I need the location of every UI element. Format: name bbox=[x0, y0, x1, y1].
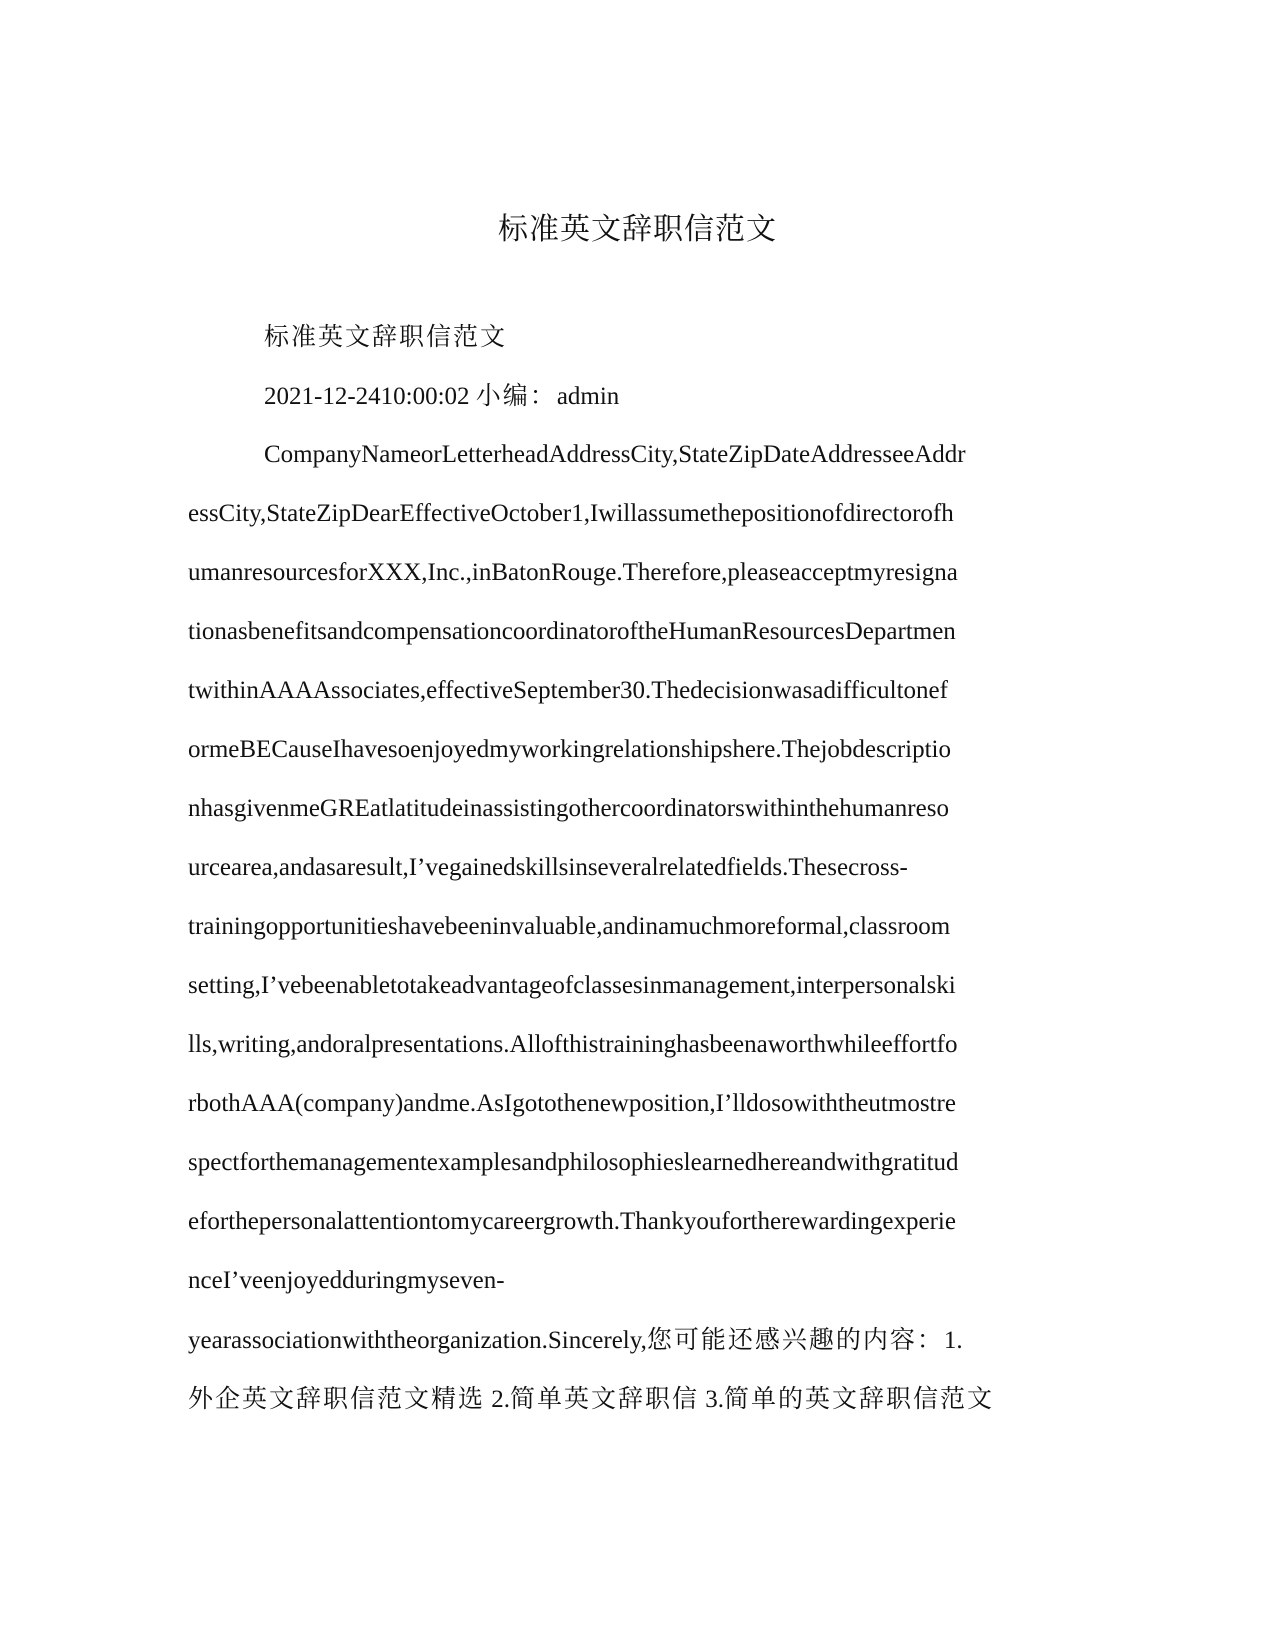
body-line: setting,I’vebeenabletotakeadvantageofclassesinmanagement,interpersonalski bbox=[188, 972, 956, 999]
related-content-label: 您可能还感兴趣的内容： bbox=[646, 1325, 944, 1354]
related-item-number: 3. bbox=[705, 1386, 725, 1413]
related-content-list bbox=[188, 1379, 1088, 1419]
body-line: nceI’veenjoyedduringmyseven- bbox=[188, 1267, 505, 1294]
related-item-number: 2. bbox=[491, 1386, 511, 1413]
body-line: trainingopportunitieshavebeeninvaluable,andinamuchmoreformal,classroom bbox=[188, 913, 951, 940]
body-line: twithinAAAAssociates,effectiveSeptember30.Thedecisionwasadifficultonef bbox=[188, 677, 948, 704]
related-item-title: 外企英文辞职信范文精选 bbox=[188, 1384, 486, 1413]
body-line: ormeBECauseIhavesoenjoyedmyworkingrelationshipshere.Thejobdescriptio bbox=[188, 736, 951, 763]
closing-line bbox=[188, 1320, 1088, 1360]
body-line: rbothAAA(company)andme.AsIgotothenewposition,I’lldosowiththeutmostre bbox=[188, 1090, 956, 1117]
related-item-title: 简单的英文辞职信范文 bbox=[724, 1384, 995, 1413]
article-meta bbox=[264, 376, 1088, 416]
body-line: umanresourcesforXXX,Inc.,inBatonRouge.Therefore,pleaseacceptmyresigna bbox=[188, 559, 958, 586]
body-line: essCity,StateZipDearEffectiveOctober1,Iwillassumethepositionofdirectorofh bbox=[188, 500, 954, 527]
closing-text: yearassociationwiththeorganization.Sincerely, bbox=[188, 1327, 647, 1354]
related-item-number: 1. bbox=[943, 1327, 963, 1354]
related-item-title: 简单英文辞职信 bbox=[510, 1384, 700, 1413]
article-subtitle: 标准英文辞职信范文 bbox=[264, 322, 508, 351]
body-line: CompanyNameorLetterheadAddressCity,StateZipDateAddresseeAddr bbox=[264, 441, 966, 468]
body-line: tionasbenefitsandcompensationcoordinatoroftheHumanResourcesDepartmen bbox=[188, 618, 956, 645]
publish-timestamp: 2021-12-2410:00:02 bbox=[264, 383, 470, 410]
body-line: spectforthemanagementexamplesandphilosophieslearnedhereandwithgratitud bbox=[188, 1149, 959, 1176]
body-line: nhasgivenmeGREatlatitudeinassistingothercoordinatorswithinthehumanreso bbox=[188, 795, 949, 822]
body-line: eforthepersonalattentiontomycareergrowth.Thankyoufortherewardingexperie bbox=[188, 1208, 956, 1235]
body-line: lls,writing,andoralpresentations.Allofthistraininghasbeenaworthwhileeffortfo bbox=[188, 1031, 958, 1058]
body-line: urcearea,andasaresult,I’vegainedskillsinseveralrelatedfields.Thesecross- bbox=[188, 854, 908, 881]
editor-name: admin bbox=[556, 383, 620, 410]
document-title: 标准英文辞职信范文 bbox=[498, 212, 777, 247]
editor-label: 小编： bbox=[475, 381, 557, 410]
